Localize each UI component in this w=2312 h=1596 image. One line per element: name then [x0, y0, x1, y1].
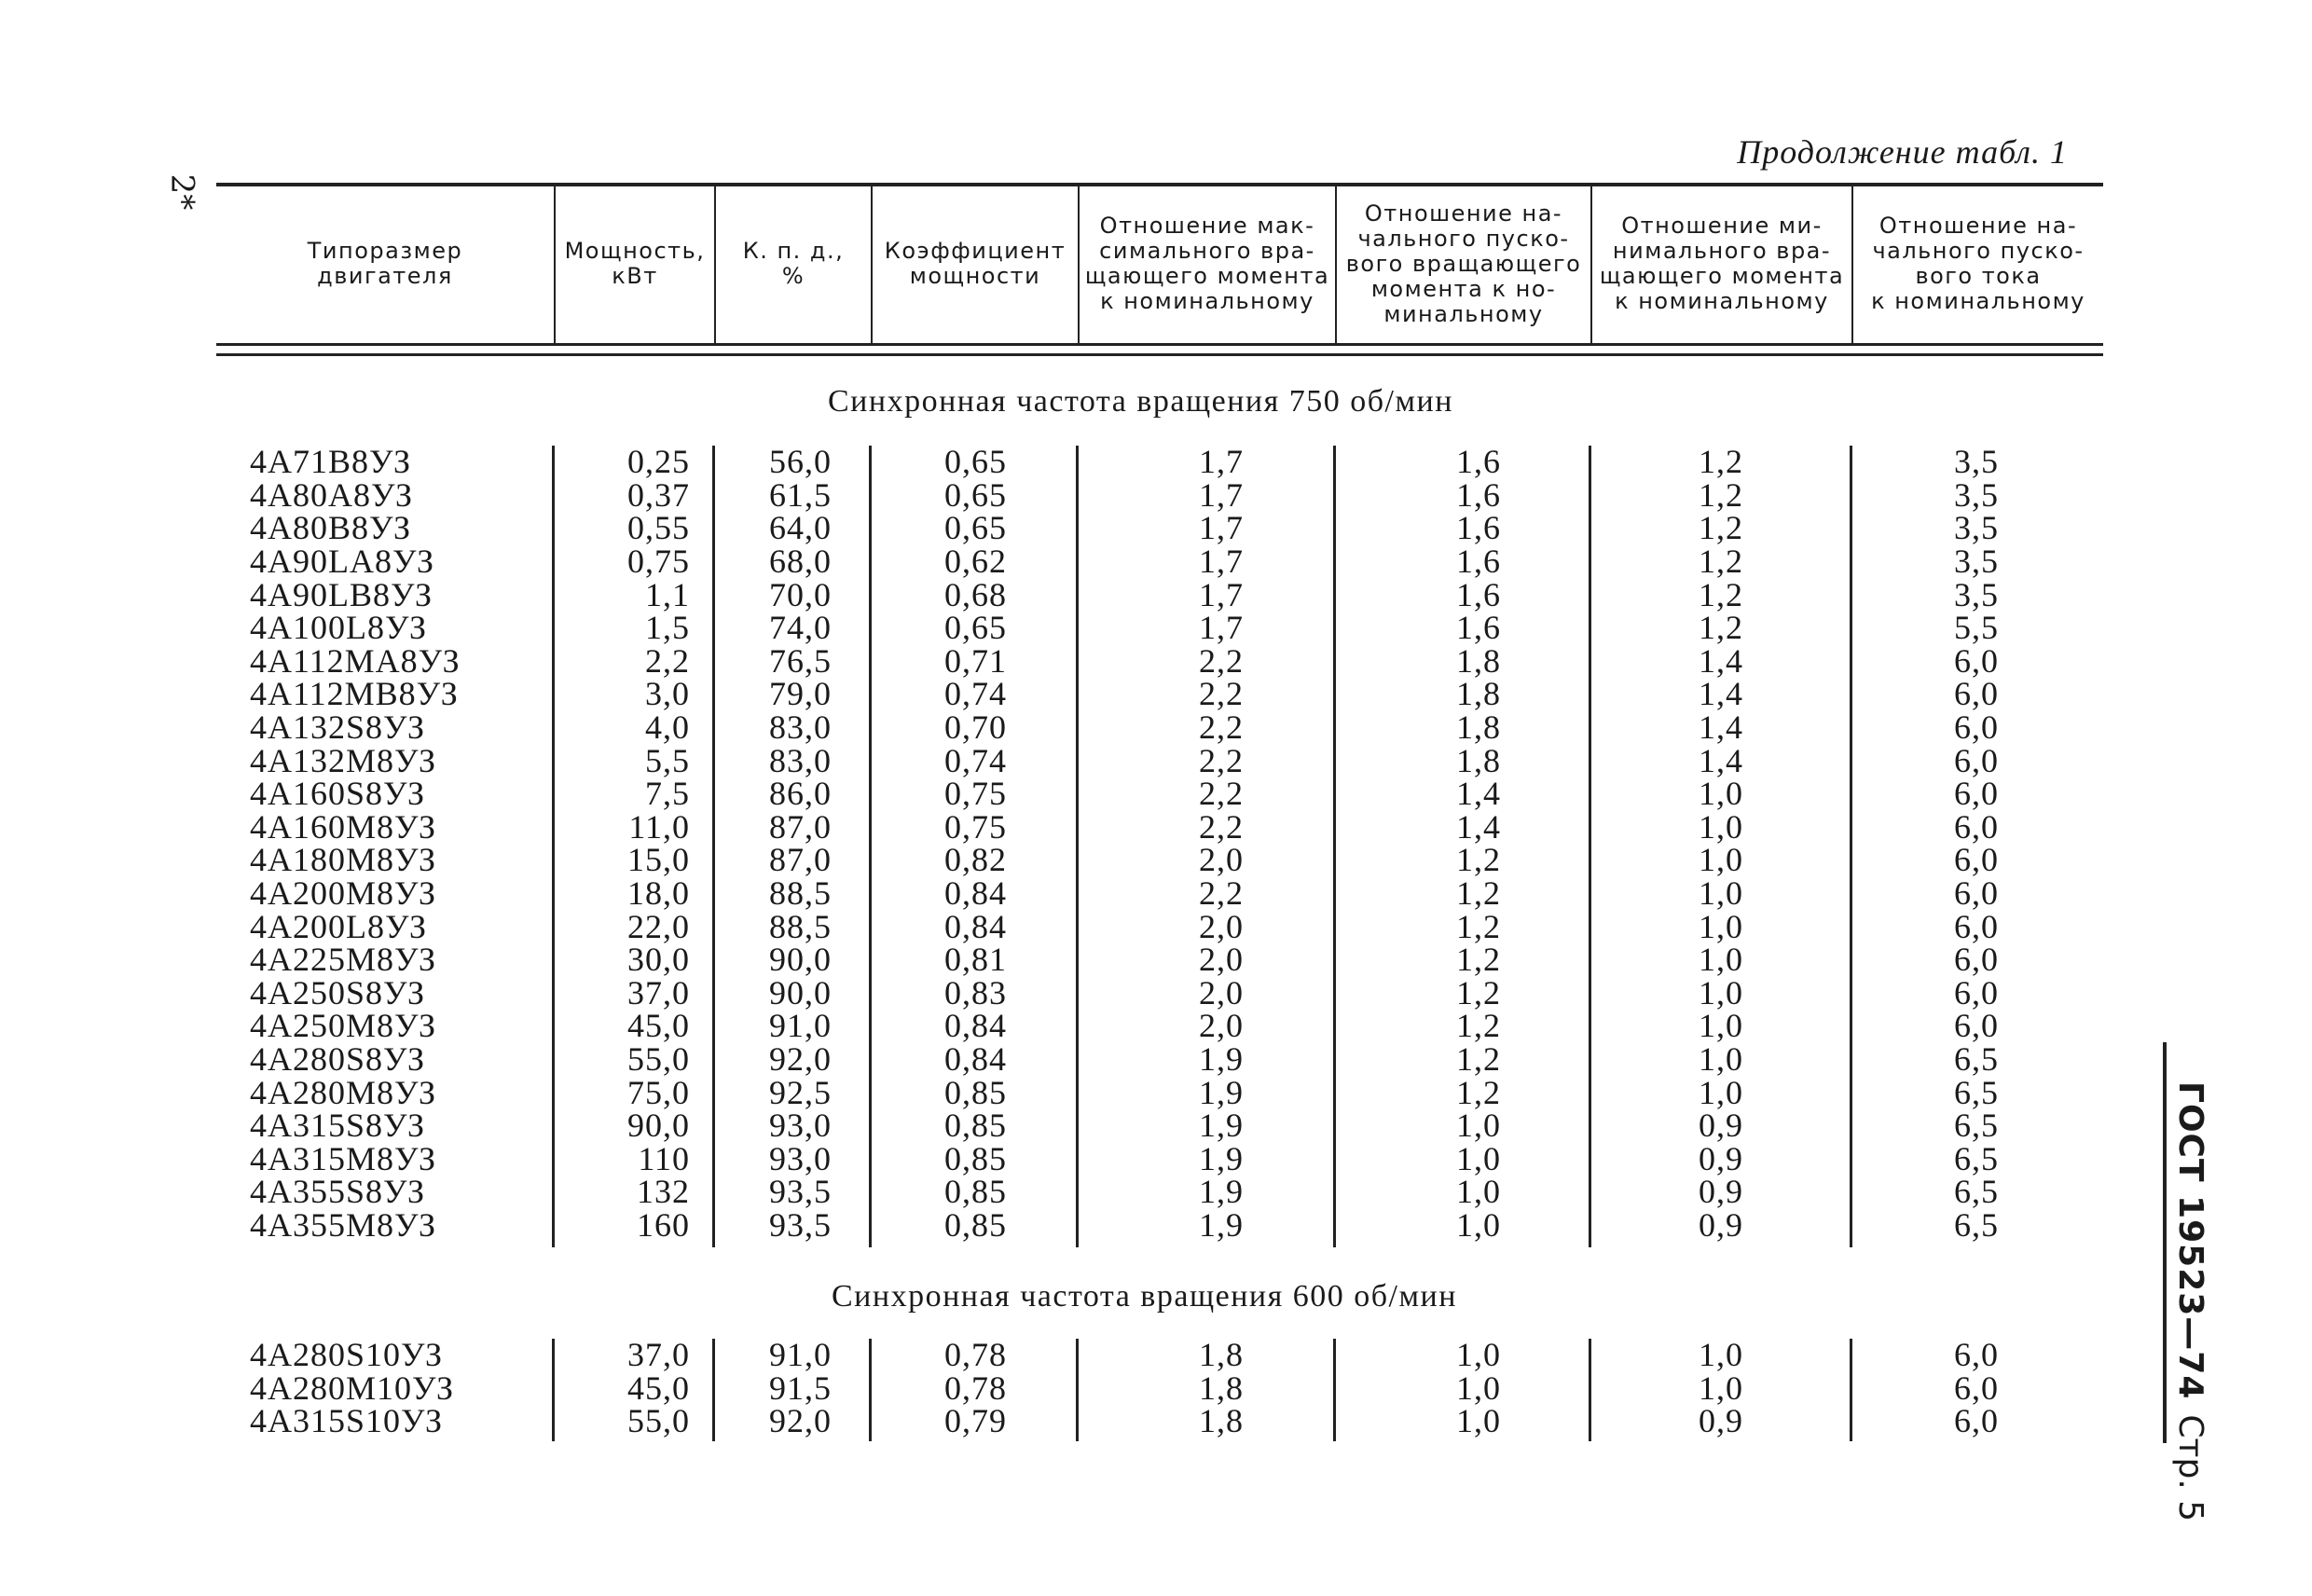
cell-type: 4А80А8УЗ: [250, 475, 414, 514]
cell-start-torque-ratio: 1,2: [1456, 941, 1501, 979]
cell-min-torque-ratio: 1,0: [1699, 1007, 1743, 1045]
cell-power: 2,2: [645, 641, 690, 680]
cell-power: 160: [637, 1205, 690, 1244]
column-separator: [1850, 446, 1852, 1247]
table-row: [216, 1073, 2103, 1111]
cell-power-factor: 0,70: [944, 709, 1007, 747]
table-row: [216, 575, 2103, 613]
cell-min-torque-ratio: 1,2: [1699, 609, 1743, 647]
cell-efficiency: 83,0: [769, 741, 832, 779]
table-row: [216, 641, 2103, 680]
cell-efficiency: 83,0: [769, 709, 832, 747]
cell-type: 4А100L8УЗ: [250, 609, 428, 647]
header-power-factor: Коэффициент мощности: [871, 186, 1078, 343]
cell-power: 30,0: [627, 941, 690, 979]
cell-type: 4А200L8УЗ: [250, 907, 428, 945]
cell-min-torque-ratio: 0,9: [1699, 1402, 1743, 1440]
cell-power: 7,5: [645, 775, 690, 813]
cell-efficiency: 93,0: [769, 1139, 832, 1177]
table-row: [216, 807, 2103, 846]
cell-start-torque-ratio: 1,4: [1456, 807, 1501, 846]
table-row: [216, 609, 2103, 647]
cell-power-factor: 0,65: [944, 609, 1007, 647]
cell-power: 55,0: [627, 1039, 690, 1078]
cell-min-torque-ratio: 1,0: [1699, 1336, 1743, 1374]
cell-max-torque-ratio: 1,7: [1199, 509, 1244, 547]
cell-efficiency: 93,5: [769, 1205, 832, 1244]
cell-power: 90,0: [627, 1107, 690, 1145]
cell-type: 4А315М8УЗ: [250, 1139, 437, 1177]
cell-start-current-ratio: 3,5: [1954, 475, 1999, 514]
cell-power: 1,5: [645, 609, 690, 647]
cell-min-torque-ratio: 1,2: [1699, 575, 1743, 613]
cell-efficiency: 68,0: [769, 543, 832, 581]
cell-power: 0,25: [627, 443, 690, 481]
table-row: [216, 841, 2103, 879]
cell-type: 4А132М8УЗ: [250, 741, 437, 779]
cell-power-factor: 0,79: [944, 1402, 1007, 1440]
cell-start-current-ratio: 6,5: [1954, 1039, 1999, 1078]
cell-start-torque-ratio: 1,2: [1456, 874, 1501, 913]
cell-max-torque-ratio: 2,2: [1199, 675, 1244, 713]
cell-max-torque-ratio: 1,7: [1199, 543, 1244, 581]
cell-start-current-ratio: 6,0: [1954, 1007, 1999, 1045]
cell-efficiency: 87,0: [769, 841, 832, 879]
table-header: [216, 183, 2103, 356]
page-mark: 2*: [163, 173, 201, 211]
cell-start-current-ratio: 6,0: [1954, 841, 1999, 879]
cell-type: 4А132S8УЗ: [250, 709, 426, 747]
cell-start-torque-ratio: 1,0: [1456, 1173, 1501, 1211]
cell-power: 45,0: [627, 1007, 690, 1045]
cell-power-factor: 0,74: [944, 675, 1007, 713]
cell-power-factor: 0,82: [944, 841, 1007, 879]
cell-start-current-ratio: 3,5: [1954, 443, 1999, 481]
cell-start-torque-ratio: 1,2: [1456, 1073, 1501, 1111]
cell-power-factor: 0,65: [944, 509, 1007, 547]
cell-start-current-ratio: 6,0: [1954, 941, 1999, 979]
cell-min-torque-ratio: 1,4: [1699, 675, 1743, 713]
cell-power: 132: [637, 1173, 690, 1211]
cell-max-torque-ratio: 2,2: [1199, 709, 1244, 747]
cell-power: 0,75: [627, 543, 690, 581]
column-separator: [869, 1339, 872, 1441]
cell-max-torque-ratio: 2,0: [1199, 973, 1244, 1011]
cell-power-factor: 0,65: [944, 443, 1007, 481]
table-row: [216, 1173, 2103, 1211]
column-separator: [1589, 446, 1591, 1247]
column-separator: [552, 1339, 555, 1441]
cell-power-factor: 0,84: [944, 1007, 1007, 1045]
table-row: [216, 711, 2103, 745]
cell-power: 18,0: [627, 874, 690, 913]
cell-start-current-ratio: 6,0: [1954, 1402, 1999, 1440]
cell-power: 37,0: [627, 1336, 690, 1374]
column-separator: [1333, 1339, 1336, 1441]
cell-start-current-ratio: 6,5: [1954, 1205, 1999, 1244]
section-title-750: Синхронная частота вращения 750 об/мин: [828, 384, 1453, 419]
column-separator: [1333, 446, 1336, 1247]
cell-max-torque-ratio: 1,9: [1199, 1039, 1244, 1078]
cell-power-factor: 0,68: [944, 575, 1007, 613]
cell-power-factor: 0,84: [944, 1039, 1007, 1078]
cell-power: 11,0: [628, 807, 690, 846]
cell-start-torque-ratio: 1,2: [1456, 973, 1501, 1011]
cell-type: 4А90LВ8УЗ: [250, 575, 434, 613]
cell-start-torque-ratio: 1,8: [1456, 709, 1501, 747]
cell-start-current-ratio: 6,5: [1954, 1139, 1999, 1177]
cell-start-torque-ratio: 1,6: [1456, 543, 1501, 581]
cell-power-factor: 0,83: [944, 973, 1007, 1011]
header-power: Мощность, кВт: [554, 186, 714, 343]
cell-efficiency: 90,0: [769, 941, 832, 979]
cell-efficiency: 61,5: [769, 475, 832, 514]
cell-start-current-ratio: 6,0: [1954, 1336, 1999, 1374]
cell-max-torque-ratio: 1,8: [1199, 1336, 1244, 1374]
cell-type: 4А112МВ8УЗ: [250, 675, 459, 713]
cell-efficiency: 92,0: [769, 1402, 832, 1440]
cell-min-torque-ratio: 1,2: [1699, 543, 1743, 581]
cell-power-factor: 0,85: [944, 1107, 1007, 1145]
cell-start-torque-ratio: 1,2: [1456, 907, 1501, 945]
cell-power: 22,0: [627, 907, 690, 945]
table-row: [216, 973, 2103, 1011]
cell-type: 4А315S10УЗ: [250, 1402, 444, 1440]
cell-type: 4А90LА8УЗ: [250, 543, 435, 581]
cell-power-factor: 0,75: [944, 807, 1007, 846]
cell-efficiency: 91,5: [769, 1369, 832, 1407]
cell-power-factor: 0,85: [944, 1173, 1007, 1211]
cell-power-factor: 0,62: [944, 543, 1007, 581]
cell-max-torque-ratio: 2,2: [1199, 775, 1244, 813]
cell-min-torque-ratio: 0,9: [1699, 1139, 1743, 1177]
cell-efficiency: 56,0: [769, 443, 832, 481]
table-row: [216, 907, 2103, 945]
cell-start-torque-ratio: 1,6: [1456, 509, 1501, 547]
cell-max-torque-ratio: 2,2: [1199, 874, 1244, 913]
cell-max-torque-ratio: 1,9: [1199, 1139, 1244, 1177]
cell-power: 3,0: [645, 675, 690, 713]
cell-power: 1,1: [645, 575, 690, 613]
cell-efficiency: 76,5: [769, 641, 832, 680]
cell-start-current-ratio: 6,0: [1954, 874, 1999, 913]
cell-power-factor: 0,75: [944, 775, 1007, 813]
cell-start-torque-ratio: 1,0: [1456, 1205, 1501, 1244]
cell-min-torque-ratio: 1,0: [1699, 807, 1743, 846]
cell-start-current-ratio: 3,5: [1954, 575, 1999, 613]
cell-efficiency: 92,0: [769, 1039, 832, 1078]
cell-type: 4А250М8УЗ: [250, 1007, 437, 1045]
cell-efficiency: 64,0: [769, 509, 832, 547]
cell-power: 15,0: [627, 841, 690, 879]
cell-start-torque-ratio: 1,2: [1456, 841, 1501, 879]
cell-min-torque-ratio: 1,0: [1699, 874, 1743, 913]
cell-min-torque-ratio: 1,0: [1699, 973, 1743, 1011]
table-row: [216, 943, 2103, 977]
table-row: [216, 475, 2103, 514]
cell-max-torque-ratio: 2,0: [1199, 1007, 1244, 1045]
column-separator: [712, 1339, 715, 1441]
cell-max-torque-ratio: 1,9: [1199, 1173, 1244, 1211]
cell-start-current-ratio: 6,5: [1954, 1173, 1999, 1211]
cell-power-factor: 0,85: [944, 1205, 1007, 1244]
page-number: Стр. 5: [2171, 1414, 2210, 1522]
cell-efficiency: 88,5: [769, 907, 832, 945]
cell-start-torque-ratio: 1,0: [1456, 1139, 1501, 1177]
cell-efficiency: 87,0: [769, 807, 832, 846]
section-750-body: [216, 443, 2103, 1247]
cell-start-torque-ratio: 1,2: [1456, 1007, 1501, 1045]
cell-start-torque-ratio: 1,6: [1456, 443, 1501, 481]
cell-min-torque-ratio: 0,9: [1699, 1107, 1743, 1145]
cell-type: 4А160М8УЗ: [250, 807, 437, 846]
cell-power-factor: 0,71: [944, 641, 1007, 680]
table-row: [216, 741, 2103, 779]
cell-start-current-ratio: 6,5: [1954, 1073, 1999, 1111]
cell-start-torque-ratio: 1,8: [1456, 641, 1501, 680]
cell-start-torque-ratio: 1,0: [1456, 1336, 1501, 1374]
cell-type: 4А160S8УЗ: [250, 775, 426, 813]
cell-power: 110: [638, 1139, 690, 1177]
section-600-body: [216, 1336, 2103, 1441]
cell-start-torque-ratio: 1,6: [1456, 609, 1501, 647]
cell-type: 4А250S8УЗ: [250, 973, 426, 1011]
cell-start-current-ratio: 3,5: [1954, 543, 1999, 581]
cell-start-current-ratio: 6,0: [1954, 907, 1999, 945]
cell-efficiency: 91,0: [769, 1336, 832, 1374]
cell-start-current-ratio: 3,5: [1954, 509, 1999, 547]
table-row: [216, 675, 2103, 713]
cell-start-torque-ratio: 1,8: [1456, 675, 1501, 713]
standard-number: ГОСТ 19523—74: [2171, 1081, 2210, 1400]
cell-power-factor: 0,78: [944, 1369, 1007, 1407]
cell-start-current-ratio: 6,0: [1954, 973, 1999, 1011]
header-start-torque-ratio: Отношение на- чального пуско- вого вращающего момента к но- минальному: [1335, 186, 1590, 343]
table-row: [216, 777, 2103, 811]
table-row: [216, 545, 2103, 579]
continuation-caption: Продолжение табл. 1: [1737, 133, 2068, 171]
cell-type: 4А225М8УЗ: [250, 941, 437, 979]
column-separator: [1589, 1339, 1591, 1441]
cell-max-torque-ratio: 1,9: [1199, 1107, 1244, 1145]
cell-type: 4А71В8УЗ: [250, 443, 412, 481]
cell-max-torque-ratio: 1,8: [1199, 1369, 1244, 1407]
cell-max-torque-ratio: 1,7: [1199, 475, 1244, 514]
cell-start-torque-ratio: 1,6: [1456, 575, 1501, 613]
cell-min-torque-ratio: 1,4: [1699, 741, 1743, 779]
cell-efficiency: 70,0: [769, 575, 832, 613]
cell-start-torque-ratio: 1,8: [1456, 741, 1501, 779]
cell-type: 4А280S10УЗ: [250, 1336, 444, 1374]
cell-start-torque-ratio: 1,4: [1456, 775, 1501, 813]
cell-power-factor: 0,78: [944, 1336, 1007, 1374]
header-min-torque-ratio: Отношение ми- нимального вра- щающего момента к номинальному: [1590, 186, 1851, 343]
cell-type: 4А280М8УЗ: [250, 1073, 437, 1111]
cell-start-current-ratio: 6,0: [1954, 775, 1999, 813]
cell-max-torque-ratio: 2,2: [1199, 741, 1244, 779]
header-start-current-ratio: Отношение на- чального пуско- вого тока к номинальному: [1851, 186, 2103, 343]
cell-power-factor: 0,65: [944, 475, 1007, 514]
cell-power-factor: 0,85: [944, 1073, 1007, 1111]
cell-start-torque-ratio: 1,0: [1456, 1369, 1501, 1407]
table-row: [216, 1369, 2103, 1407]
cell-power-factor: 0,85: [944, 1139, 1007, 1177]
cell-min-torque-ratio: 1,0: [1699, 941, 1743, 979]
cell-efficiency: 93,5: [769, 1173, 832, 1211]
cell-min-torque-ratio: 1,2: [1699, 509, 1743, 547]
cell-max-torque-ratio: 1,9: [1199, 1205, 1244, 1244]
column-separator: [552, 446, 555, 1247]
cell-power-factor: 0,81: [944, 941, 1007, 979]
cell-power: 5,5: [645, 741, 690, 779]
section-title-600: Синхронная частота вращения 600 об/мин: [832, 1279, 1457, 1314]
side-stamp: [2163, 1081, 2219, 1522]
cell-max-torque-ratio: 1,7: [1199, 609, 1244, 647]
cell-efficiency: 86,0: [769, 775, 832, 813]
cell-start-current-ratio: 5,5: [1954, 609, 1999, 647]
cell-power: 75,0: [627, 1073, 690, 1111]
table-row: [216, 874, 2103, 913]
cell-power: 45,0: [627, 1369, 690, 1407]
cell-power-factor: 0,84: [944, 874, 1007, 913]
cell-start-current-ratio: 6,5: [1954, 1107, 1999, 1145]
cell-min-torque-ratio: 1,0: [1699, 775, 1743, 813]
cell-type: 4А180М8УЗ: [250, 841, 437, 879]
table-row: [216, 1205, 2103, 1244]
cell-start-torque-ratio: 1,0: [1456, 1402, 1501, 1440]
cell-power: 55,0: [627, 1402, 690, 1440]
cell-type: 4А315S8УЗ: [250, 1107, 426, 1145]
header-max-torque-ratio: Отношение мак- симального вра- щающего момента к номинальному: [1078, 186, 1335, 343]
cell-power: 37,0: [627, 973, 690, 1011]
cell-efficiency: 90,0: [769, 973, 832, 1011]
cell-max-torque-ratio: 1,7: [1199, 575, 1244, 613]
column-separator: [1076, 1339, 1079, 1441]
cell-min-torque-ratio: 0,9: [1699, 1205, 1743, 1244]
cell-start-current-ratio: 6,0: [1954, 1369, 1999, 1407]
header-double-rule: [216, 343, 2103, 356]
cell-start-current-ratio: 6,0: [1954, 741, 1999, 779]
cell-max-torque-ratio: 2,2: [1199, 807, 1244, 846]
cell-start-torque-ratio: 1,2: [1456, 1039, 1501, 1078]
cell-efficiency: 91,0: [769, 1007, 832, 1045]
cell-min-torque-ratio: 1,4: [1699, 709, 1743, 747]
cell-type: 4А200М8УЗ: [250, 874, 437, 913]
cell-power: 0,37: [627, 475, 690, 514]
cell-min-torque-ratio: 1,0: [1699, 1073, 1743, 1111]
column-separator: [712, 446, 715, 1247]
header-row: [216, 186, 2103, 343]
cell-min-torque-ratio: 1,2: [1699, 475, 1743, 514]
cell-max-torque-ratio: 2,2: [1199, 641, 1244, 680]
header-efficiency: К. п. д., %: [714, 186, 871, 343]
cell-power-factor: 0,74: [944, 741, 1007, 779]
cell-type: 4А80В8УЗ: [250, 509, 412, 547]
cell-min-torque-ratio: 1,0: [1699, 907, 1743, 945]
cell-type: 4А355S8УЗ: [250, 1173, 426, 1211]
cell-start-current-ratio: 6,0: [1954, 709, 1999, 747]
cell-max-torque-ratio: 1,7: [1199, 443, 1244, 481]
cell-max-torque-ratio: 1,8: [1199, 1402, 1244, 1440]
cell-min-torque-ratio: 0,9: [1699, 1173, 1743, 1211]
table-row: [216, 509, 2103, 547]
column-separator: [1850, 1339, 1852, 1441]
cell-start-torque-ratio: 1,0: [1456, 1107, 1501, 1145]
cell-min-torque-ratio: 1,4: [1699, 641, 1743, 680]
cell-min-torque-ratio: 1,0: [1699, 1039, 1743, 1078]
cell-max-torque-ratio: 2,0: [1199, 841, 1244, 879]
cell-min-torque-ratio: 1,0: [1699, 1369, 1743, 1407]
table-row: [216, 1039, 2103, 1078]
table-row: [216, 1109, 2103, 1143]
table-row: [216, 1402, 2103, 1440]
column-separator: [869, 446, 872, 1247]
cell-max-torque-ratio: 2,0: [1199, 941, 1244, 979]
cell-start-current-ratio: 6,0: [1954, 641, 1999, 680]
header-type: Типоразмер двигателя: [307, 238, 463, 289]
cell-start-current-ratio: 6,0: [1954, 675, 1999, 713]
cell-type: 4А355М8УЗ: [250, 1205, 437, 1244]
cell-efficiency: 88,5: [769, 874, 832, 913]
cell-max-torque-ratio: 1,9: [1199, 1073, 1244, 1111]
cell-type: 4А112МА8УЗ: [250, 641, 461, 680]
table-row: [216, 1007, 2103, 1045]
table-row: [216, 1139, 2103, 1177]
cell-start-torque-ratio: 1,6: [1456, 475, 1501, 514]
cell-efficiency: 93,0: [769, 1107, 832, 1145]
cell-start-current-ratio: 6,0: [1954, 807, 1999, 846]
cell-type: 4А280S8УЗ: [250, 1039, 426, 1078]
cell-min-torque-ratio: 1,0: [1699, 841, 1743, 879]
cell-power-factor: 0,84: [944, 907, 1007, 945]
column-separator: [1076, 446, 1079, 1247]
cell-efficiency: 92,5: [769, 1073, 832, 1111]
cell-power: 0,55: [627, 509, 690, 547]
cell-efficiency: 79,0: [769, 675, 832, 713]
table-row: [216, 443, 2103, 481]
cell-efficiency: 74,0: [769, 609, 832, 647]
cell-max-torque-ratio: 2,0: [1199, 907, 1244, 945]
cell-power: 4,0: [645, 709, 690, 747]
cell-min-torque-ratio: 1,2: [1699, 443, 1743, 481]
table-row: [216, 1336, 2103, 1374]
cell-type: 4А280М10УЗ: [250, 1369, 455, 1407]
